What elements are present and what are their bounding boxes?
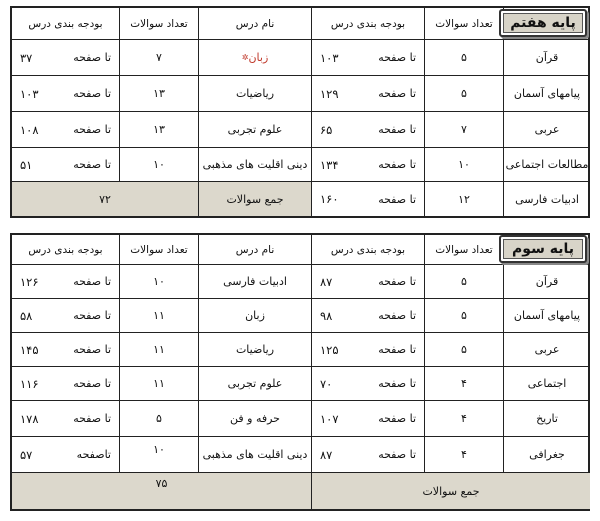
question-count: ۱۳ (119, 76, 198, 111)
subject-name: زبان (198, 299, 311, 332)
header-subject: نام درس (198, 235, 311, 264)
total-label: جمع سوالات (198, 182, 311, 216)
page-number: ۷۰ (320, 376, 333, 391)
page-prefix: تا صفحه (378, 51, 416, 64)
subject-name: جغرافی (503, 437, 590, 472)
table-row (12, 473, 588, 509)
subject-name: حرفه و فن (198, 401, 311, 436)
page-number: ۸۷ (320, 274, 333, 289)
page-prefix: تا صفحه (378, 377, 416, 390)
grade9-title-badge: پایه سوم (499, 235, 587, 263)
total-value: ۷۲ (12, 182, 198, 216)
header-count: تعداد سوالات (119, 8, 198, 39)
page-number: ۱۴۵ (20, 342, 39, 357)
subject-name: قرآن (503, 265, 590, 298)
subject-text: زبان (248, 51, 269, 64)
question-count: ۱۰ (119, 437, 198, 472)
page-prefix: تا صفحه (73, 87, 111, 100)
page-number: ۱۶۰ (320, 192, 339, 206)
table-row (12, 299, 588, 333)
page-prefix: تا صفحه (378, 412, 416, 425)
subject-name (198, 40, 311, 75)
header-count: تعداد سوالات (424, 8, 503, 39)
page-prefix: تاصفحه (76, 448, 111, 461)
question-count: ۵ (119, 401, 198, 436)
page-prefix: تا صفحه (73, 343, 111, 356)
question-count: ۴ (424, 437, 503, 472)
question-count: ۴ (424, 367, 503, 400)
subject-name: عربی (503, 333, 590, 366)
subject-name: علوم تجربی (198, 367, 311, 400)
page-number: ۵۸ (20, 308, 33, 323)
page-prefix: تا صفحه (378, 309, 416, 322)
subject-name: ریاضیات (198, 76, 311, 111)
table-row (12, 437, 588, 473)
subject-name: ادبیات فارسی (198, 265, 311, 298)
subject-name: ریاضیات (198, 333, 311, 366)
table-row (12, 112, 588, 148)
page-prefix: تا صفحه (73, 123, 111, 136)
question-count: ۱۰ (424, 148, 503, 181)
page-number: ۱۰۸ (20, 122, 39, 137)
grade9-table (10, 233, 590, 511)
table-row (12, 333, 588, 367)
table-row (12, 182, 588, 216)
page-prefix: تا صفحه (378, 87, 416, 100)
total-label: جمع سوالات (311, 473, 590, 509)
subject-name: پیامهای آسمان (503, 299, 590, 332)
page-prefix: تا صفحه (378, 343, 416, 356)
page-number: ۱۷۸ (20, 411, 39, 426)
page-prefix: تا صفحه (73, 158, 111, 171)
subject-name: عربی (503, 112, 590, 147)
page-number: ۱۰۳ (20, 86, 39, 101)
page-prefix: تا صفحه (73, 309, 111, 322)
question-count: ۱۱ (119, 299, 198, 332)
page-number: ۱۰۷ (320, 411, 339, 426)
page-prefix: تا صفحه (378, 123, 416, 136)
page-number: ۱۳۴ (320, 157, 339, 172)
question-count: ۵ (424, 265, 503, 298)
total-value: ۷۵ (12, 473, 311, 509)
question-count: ۱۰ (119, 265, 198, 298)
page-prefix: تا صفحه (378, 158, 416, 171)
header-budget: بودجه بندی درس (311, 8, 424, 39)
page-prefix: تا صفحه (378, 275, 416, 288)
page-number: ۱۲۶ (20, 274, 39, 289)
question-count: ۵ (424, 299, 503, 332)
page-prefix: تا صفحه (73, 275, 111, 288)
page-number: ۸۷ (320, 447, 333, 462)
page-number: ۹۸ (320, 308, 333, 323)
question-count: ۵ (424, 40, 503, 75)
page-number: ۱۱۶ (20, 376, 39, 391)
subject-name: علوم تجربی (198, 112, 311, 147)
subject-name: ادبیات فارسی (503, 182, 590, 216)
table-row (12, 367, 588, 401)
subject-name: دینی اقلیت های مذهبی (198, 148, 311, 181)
table-row (12, 265, 588, 299)
question-count: ۷ (424, 112, 503, 147)
page-number: ۱۲۹ (320, 86, 339, 101)
grade7-table (10, 6, 590, 218)
subject-name: پیامهای آسمان (503, 76, 590, 111)
subject-name: قرآن (503, 40, 590, 75)
page-number: ۵۱ (20, 157, 33, 172)
header-budget: بودجه بندی درس (28, 17, 103, 30)
question-count: ۱۳ (119, 112, 198, 147)
question-count: ۵ (424, 76, 503, 111)
page-number: ۶۵ (320, 122, 333, 137)
question-count: ۱۰ (119, 148, 198, 181)
question-count: ۴ (424, 401, 503, 436)
page-number: ۱۰۳ (320, 50, 339, 65)
table-row (12, 40, 588, 76)
page-number: ۵۷ (20, 447, 33, 462)
subject-name: دینی اقلیت های مذهبی (198, 437, 311, 472)
subject-name: مطالعات اجتماعی (503, 148, 590, 181)
header-budget: بودجه بندی درس (28, 243, 103, 256)
subject-name: تاریخ (503, 401, 590, 436)
table-row (12, 401, 588, 437)
page-number: ۱۲۵ (320, 342, 339, 357)
header-budget: بودجه بندی درس (311, 235, 424, 264)
star-icon: ✲ (241, 53, 249, 62)
question-count: ۱۱ (119, 333, 198, 366)
table-row (12, 76, 588, 112)
question-count: ۵ (424, 333, 503, 366)
table-row (12, 148, 588, 182)
subject-name: اجتماعی (503, 367, 590, 400)
header-count: تعداد سوالات (424, 235, 503, 264)
question-count: ۱۱ (119, 367, 198, 400)
question-count: ۷ (119, 40, 198, 75)
page-prefix: تا صفحه (378, 192, 416, 206)
header-count: تعداد سوالات (119, 235, 198, 264)
grade7-title-badge: پایه هفتم (499, 9, 587, 37)
question-count: ۱۲ (424, 182, 503, 216)
page-prefix: تا صفحه (378, 448, 416, 461)
page-number: ۳۷ (20, 50, 33, 65)
header-subject: نام درس (198, 8, 311, 39)
page-prefix: تا صفحه (73, 377, 111, 390)
page-prefix: تا صفحه (73, 51, 111, 64)
page-prefix: تا صفحه (73, 412, 111, 425)
